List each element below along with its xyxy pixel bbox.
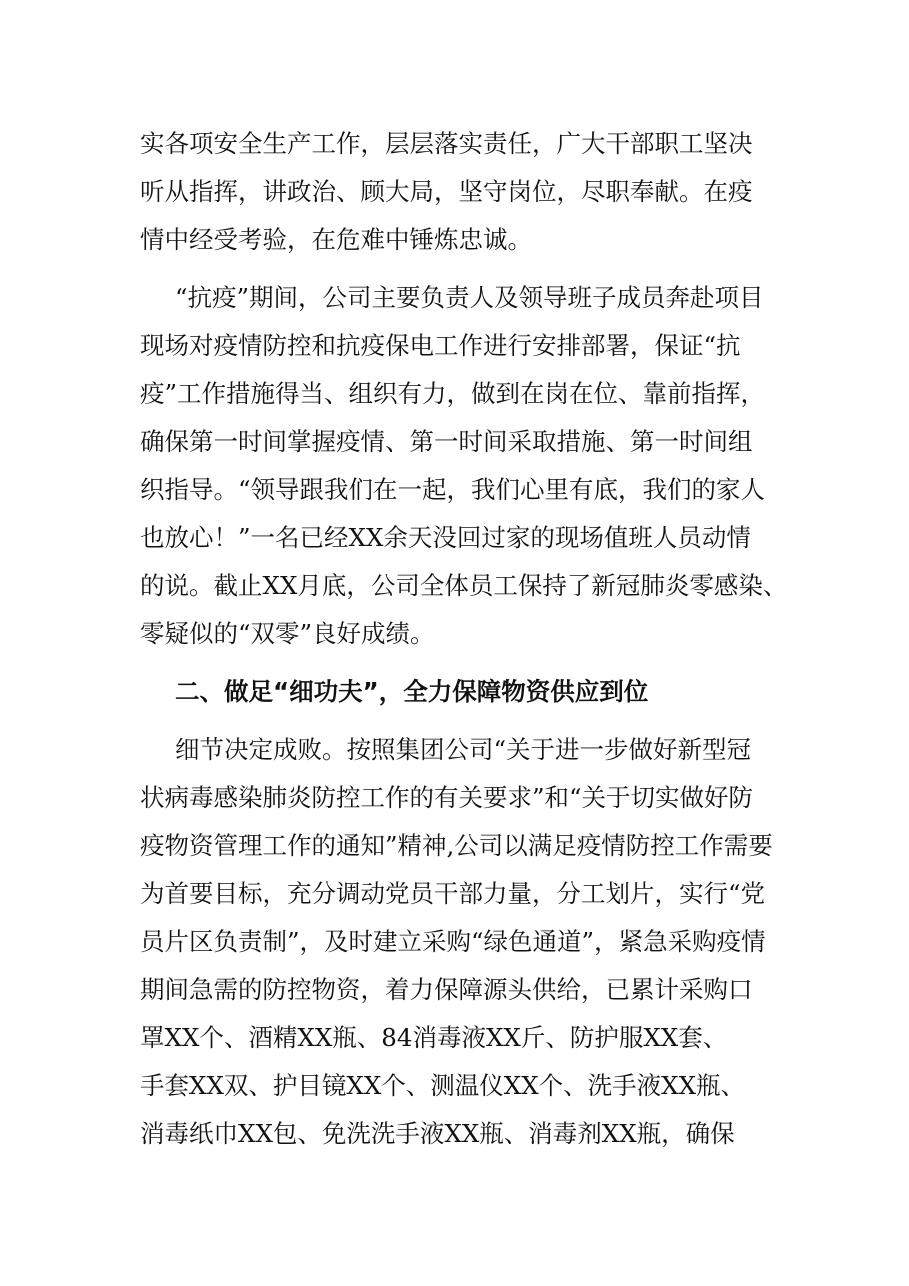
paragraph-2-line-4: 确保第一时间掌握疫情、第一时间采取措施、第一时间组: [140, 427, 753, 456]
paragraph-1-line-2: 听从指挥，讲政治、顾大局，坚守岗位，尽职奉献。在疫: [140, 177, 753, 206]
paragraph-3-line-3: 疫物资管理工作的通知”精神,公司以满足疫情防控工作需要: [140, 831, 773, 860]
paragraph-3-line-9: 消毒纸巾XX包、免洗洗手液XX瓶、消毒剂XX瓶，确保: [140, 1119, 735, 1148]
paragraph-3-line-2: 状病毒感染肺炎防控工作的有关要求”和“关于切实做好防: [140, 783, 754, 812]
paragraph-3-line-1: 细节决定成败。按照集团公司“关于进一步做好新型冠: [175, 735, 752, 764]
paragraph-2-line-2: 现场对疫情防控和抗疫保电工作进行安排部署，保证“抗: [140, 331, 741, 360]
paragraph-3-line-7: 罩XX个、酒精XX瓶、84消毒液XX斤、防护服XX套、: [140, 1023, 728, 1052]
paragraph-2-line-1: “抗疫”期间，公司主要负责人及领导班子成员奔赴项目: [175, 283, 764, 312]
paragraph-3-line-8: 手套XX双、护目镜XX个、测温仪XX个、洗手液XX瓶、: [140, 1071, 746, 1100]
paragraph-3-line-4: 为首要目标，充分调动党员干部力量，分工划片，实行“党: [140, 879, 766, 908]
paragraph-3-line-6: 期间急需的防控物资，着力保障源头供给，已累计采购口: [140, 975, 753, 1004]
paragraph-2-line-5: 织指导。“领导跟我们在一起，我们心里有底，我们的家人: [140, 475, 766, 504]
paragraph-2-line-6: 也放心！”一名已经XX余天没回过家的现场值班人员动情: [140, 523, 751, 552]
paragraph-3-line-5: 员片区负责制”，及时建立采购“绿色通道”，紧急采购疫情: [140, 927, 766, 956]
paragraph-1-line-1: 实各项安全生产工作，层层落实责任，广大干部职工坚决: [140, 129, 753, 158]
paragraph-2-line-7: 的说。截止XX月底，公司全体员工保持了新冠肺炎零感染、: [140, 571, 788, 600]
paragraph-1-line-3: 情中经受考验，在危难中锤炼忠诚。: [140, 225, 532, 254]
paragraph-2-line-8: 零疑似的“双零”良好成绩。: [140, 619, 435, 648]
paragraph-2-line-3: 疫”工作措施得当、组织有力，做到在岗在位、靠前指挥，: [140, 379, 766, 408]
section-heading: 二、做足“细功夫”，全力保障物资供应到位: [175, 677, 649, 706]
